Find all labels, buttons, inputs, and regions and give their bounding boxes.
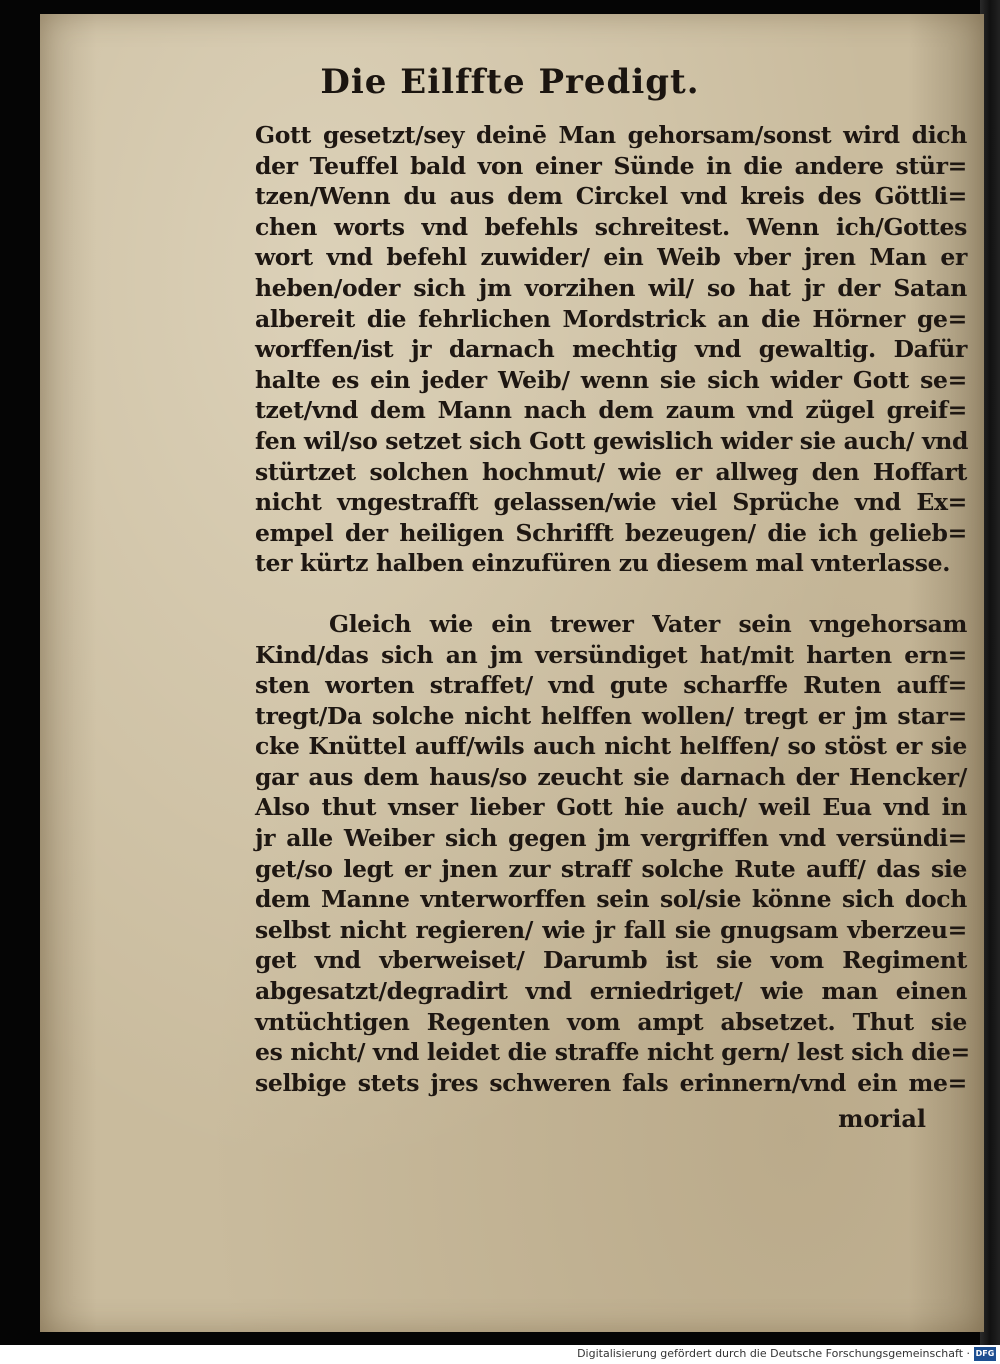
paragraph-2 bbox=[255, 609, 970, 1099]
text-line: stürtzet solchen hochmut/ wie er allweg den Hoffart bbox=[255, 457, 967, 486]
text-line: dem Manne vnterworffen sein sol/sie könne sich doch bbox=[255, 885, 967, 914]
text-line: tzen/Wenn du aus dem Circkel vnd kreis des Göttli= bbox=[255, 182, 967, 211]
text-line: albereit die fehrlichen Mordstrick an die Hörner ge= bbox=[255, 304, 967, 333]
text-line: tregt/Da solche nicht helffen wollen/ tregt er jm star= bbox=[255, 701, 967, 730]
text-line: heben/oder sich jm vorzihen wil/ so hat jr der Satan bbox=[255, 273, 967, 302]
dfg-logo: DFG bbox=[974, 1347, 996, 1361]
paragraph-1 bbox=[255, 120, 967, 579]
footer-bar bbox=[0, 1345, 1000, 1364]
text-line: chen worts vnd befehls schreitest. Wenn ich/Gottes bbox=[255, 212, 967, 241]
paragraph-gap bbox=[255, 579, 967, 609]
text-line: nicht vngestrafft gelassen/wie viel Sprüche vnd Ex= bbox=[255, 488, 967, 517]
text-line: gar aus dem haus/so zeucht sie darnach der Hencker/ bbox=[255, 762, 967, 791]
text-line: sten worten straffet/ vnd gute scharffe Ruten auff= bbox=[255, 671, 967, 700]
text-line: empel der heiligen Schrifft bezeugen/ die ich gelieb= bbox=[255, 518, 967, 547]
text-line: selbst nicht regieren/ wie jr fall sie gnugsam vberzeu= bbox=[255, 915, 967, 944]
text-line: tzet/vnd dem Mann nach dem zaum vnd zügel greif= bbox=[255, 396, 967, 425]
text-line: Also thut vnser lieber Gott hie auch/ weil Eua vnd in bbox=[255, 793, 967, 822]
text-line: der Teuffel bald von einer Sünde in die andere stür= bbox=[255, 151, 967, 180]
body-text bbox=[255, 120, 970, 1098]
text-line: Kind/das sich an jm versündiget hat/mit harten ern= bbox=[255, 640, 967, 669]
text-line: get/so legt er jnen zur straff solche Rute auff/ das sie bbox=[255, 854, 967, 883]
book-page bbox=[40, 14, 984, 1332]
text-line: vntüchtigen Regenten vom ampt absetzet. Thut sie bbox=[255, 1007, 967, 1036]
text-line: Gleich wie ein trewer Vater sein vngehorsam bbox=[329, 609, 967, 638]
text-line: halte es ein jeder Weib/ wenn sie sich wider Gott se= bbox=[255, 365, 967, 394]
text-line: fen wil/so setzet sich Gott gewislich wider sie auch/ vnd bbox=[255, 426, 969, 455]
text-line: Gott gesetzt/sey deinē Man gehorsam/sonst wird dich bbox=[255, 121, 967, 149]
text-line: cke Knüttel auff/wils auch nicht helffen/ so stöst er sie bbox=[255, 732, 967, 761]
text-line: ter kürtz halben einzufüren zu diesem mal vnterlasse. bbox=[255, 549, 951, 578]
catchword: morial bbox=[838, 1104, 926, 1133]
text-line: abgesatzt/degradirt vnd erniedriget/ wie man einen bbox=[255, 977, 967, 1006]
funding-credit: Digitalisierung gefördert durch die Deutsche Forschungsgemeinschaft · bbox=[577, 1347, 970, 1360]
text-line: worffen/ist jr darnach mechtig vnd gewaltig. Dafür bbox=[255, 335, 967, 364]
text-line: es nicht/ vnd leidet die straffe nicht gern/ lest sich die= bbox=[255, 1038, 970, 1067]
text-line: selbige stets jres schweren fals erinnern/vnd ein me= bbox=[255, 1068, 967, 1097]
text-line: wort vnd befehl zuwider/ ein Weib vber jren Man er bbox=[255, 243, 967, 272]
running-title: Die Eilffte Predigt. bbox=[320, 62, 700, 102]
text-line: get vnd vberweiset/ Darumb ist sie vom Regiment bbox=[255, 946, 967, 975]
text-line: jr alle Weiber sich gegen jm vergriffen vnd versündi= bbox=[255, 824, 967, 853]
